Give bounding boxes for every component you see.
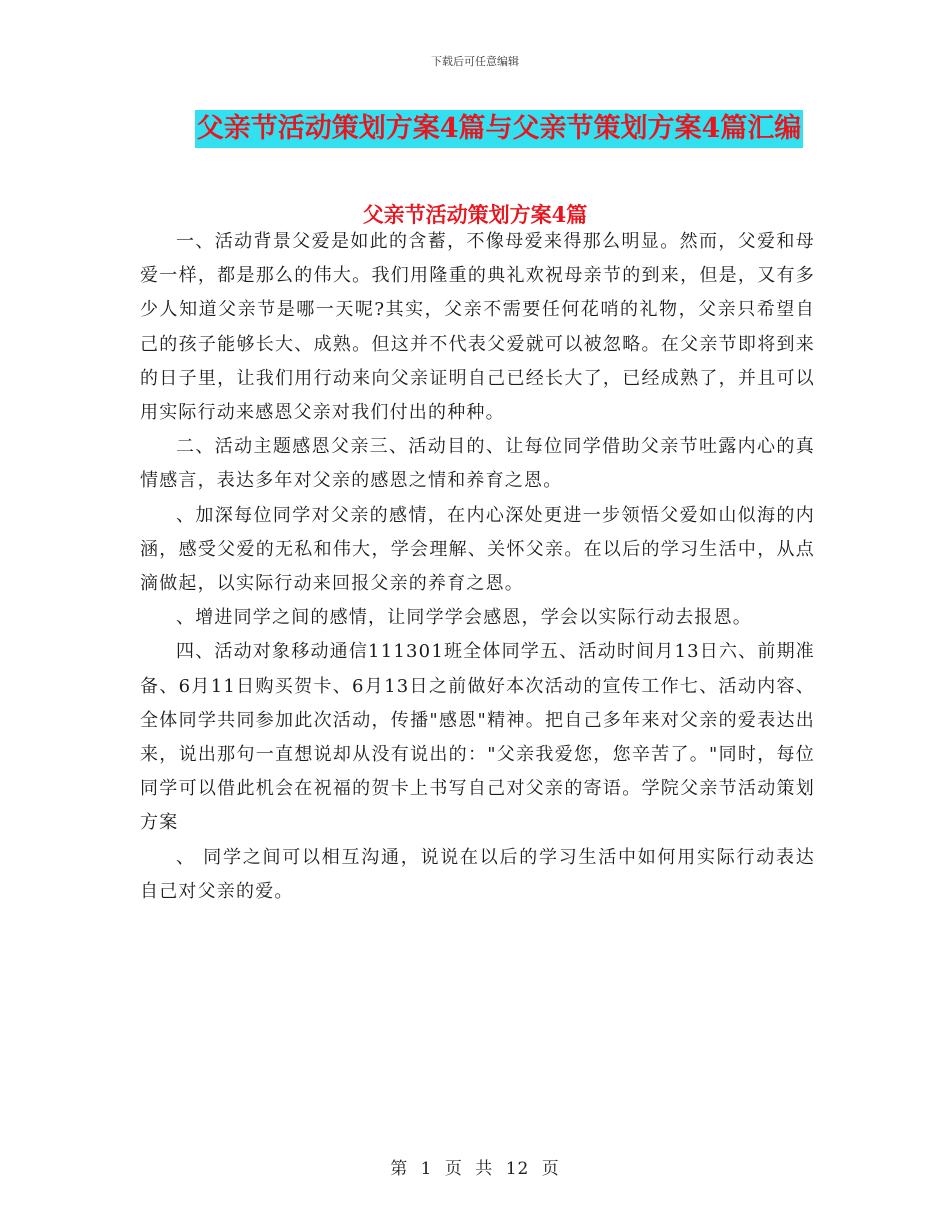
paragraph-enhance-friendship: 、增进同学之间的感情，让同学学会感恩，学会以实际行动去报恩。 [176,607,752,629]
footer-label-ye: 页 [444,1159,463,1179]
document-title: 父亲节活动策划方案4篇与父亲节策划方案4篇汇编 [195,110,804,148]
main-title-container [0,110,950,148]
paragraph-target-schedule: 四、活动对象移动通信111301班全体同学五、活动时间月13日六、前期准备、6月11日购买贺卡、6月13日之前做好本次活动的宣传工作七、活动内容、 全体同学共同参加此次活动，传播"感恩"精神。把自己多年来对父亲的爱表达出来，说出那句一直想说却从没有说出的："父亲我爱您，您辛苦了。"同时，每位同学可以借此机会在祝福的贺卡上书写自己对父亲的寄语。学院父亲节活动策划方案 [140,641,815,834]
footer-label-gong: 共 [475,1159,494,1179]
footer-label-ye2: 页 [541,1159,560,1179]
header-note: 下载后可任意编辑 [431,55,519,68]
paragraph-deepen-feelings: 、加深每位同学对父亲的感情，在内心深处更进一步领悟父爱如山似海的内涵，感受父爱的无私和伟大，学会理解、关怀父亲。在以后的学习生活中，从点滴做起，以实际行动来回报父亲的养育之恩。 [140,504,815,595]
footer-current-page: 1 [420,1159,433,1179]
footer-total-pages: 12 [505,1159,530,1179]
section-title: 父亲节活动策划方案4篇 [362,202,588,227]
footer-label-di: 第 [390,1159,409,1179]
paragraph-background: 一、活动背景父爱是如此的含蓄，不像母爱来得那么明显。然而，父爱和母爱一样，都是那么的伟大。我们用隆重的典礼欢祝母亲节的到来，但是，又有多少人知道父亲节是哪一天呢?其实，父亲不需要任何花哨的礼物，父亲只希望自己的孩子能够长大、成熟。但这并不代表父爱就可以被忽略。在父亲节即将到来的日子里，让我们用行动来向父亲证明自己已经长大了，已经成熟了，并且可以用实际行动来感恩父亲对我们付出的种种。 [140,231,815,424]
paragraph-communication: 、 同学之间可以相互沟通，说说在以后的学习生活中如何用实际行动表达自己对父亲的爱。 [140,846,815,902]
document-body [140,225,815,909]
page-number-footer [0,1154,950,1179]
paragraph-theme-purpose: 二、活动主题感恩父亲三、活动目的、让每位同学借助父亲节吐露内心的真情感言，表达多年对父亲的感恩之情和养育之恩。 [140,436,815,492]
